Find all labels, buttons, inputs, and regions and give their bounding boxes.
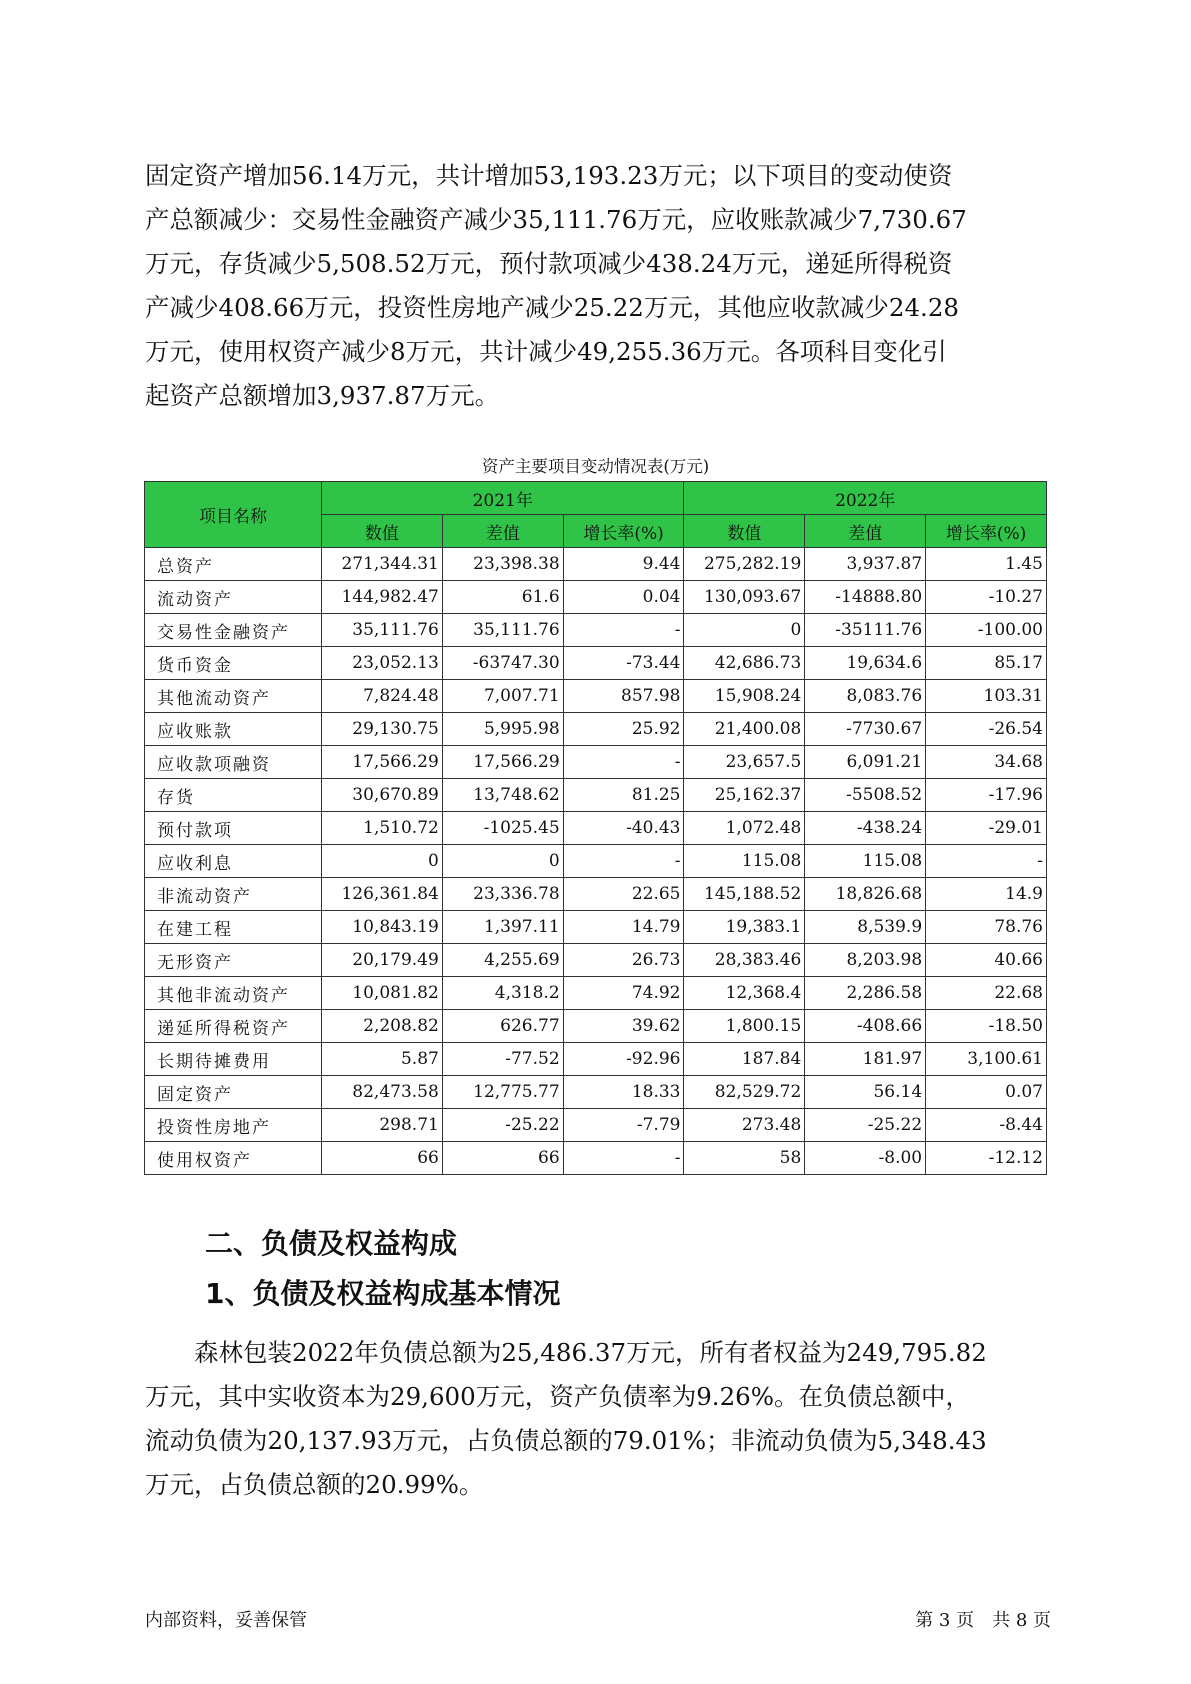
confidential-footer: 内部资料，妥善保管 xyxy=(145,1610,307,1631)
rate-2022: -26.54 xyxy=(926,713,1047,746)
paragraph-line: 产减少408.66万元，投资性房地产减少25.22万元，其他应收款减少24.28 xyxy=(145,293,960,322)
paragraph-line: 万元，其中实收资本为29,600万元，资产负债率为9.26%。在负债总额中， xyxy=(145,1382,971,1411)
rate-2021: -40.43 xyxy=(563,812,684,845)
rate-2022: 14.9 xyxy=(926,878,1047,911)
table-row xyxy=(145,845,1047,878)
header-rate-2021: 增长率(%) xyxy=(563,515,684,548)
rate-2021: -92.96 xyxy=(563,1043,684,1076)
row-item-name: 长期待摊费用 xyxy=(145,1043,322,1076)
rate-2022: - xyxy=(926,845,1047,878)
rate-2021: 14.79 xyxy=(563,911,684,944)
paragraph-line: 产总额减少：交易性金融资产减少35,111.76万元，应收账款减少7,730.67 xyxy=(145,205,967,234)
rate-2022: -17.96 xyxy=(926,779,1047,812)
value-2022: 115.08 xyxy=(684,845,805,878)
diff-2022: -25.22 xyxy=(805,1109,926,1142)
header-year-2022: 2022年 xyxy=(684,482,1047,515)
row-item-name: 投资性房地产 xyxy=(145,1109,322,1142)
value-2021: 271,344.31 xyxy=(322,548,443,581)
value-2022: 82,529.72 xyxy=(684,1076,805,1109)
header-value-2022: 数值 xyxy=(684,515,805,548)
diff-2022: 8,083.76 xyxy=(805,680,926,713)
diff-2022: 19,634.6 xyxy=(805,647,926,680)
rate-2021: -7.79 xyxy=(563,1109,684,1142)
value-2022: 145,188.52 xyxy=(684,878,805,911)
diff-2022: 2,286.58 xyxy=(805,977,926,1010)
header-year-2021: 2021年 xyxy=(322,482,684,515)
diff-2021: -63747.30 xyxy=(442,647,563,680)
diff-2022: 6,091.21 xyxy=(805,746,926,779)
diff-2021: 35,111.76 xyxy=(442,614,563,647)
header-rate-2022: 增长率(%) xyxy=(926,515,1047,548)
value-2022: 275,282.19 xyxy=(684,548,805,581)
rate-2021: 9.44 xyxy=(563,548,684,581)
rate-2021: 26.73 xyxy=(563,944,684,977)
diff-2022: 3,937.87 xyxy=(805,548,926,581)
diff-2022: -14888.80 xyxy=(805,581,926,614)
value-2021: 10,843.19 xyxy=(322,911,443,944)
value-2021: 82,473.58 xyxy=(322,1076,443,1109)
rate-2022: 78.76 xyxy=(926,911,1047,944)
value-2022: 130,093.67 xyxy=(684,581,805,614)
row-item-name: 存货 xyxy=(145,779,322,812)
paragraph-line: 万元，占负债总额的20.99%。 xyxy=(145,1470,484,1499)
rate-2021: 857.98 xyxy=(563,680,684,713)
value-2022: 15,908.24 xyxy=(684,680,805,713)
diff-2021: 13,748.62 xyxy=(442,779,563,812)
value-2022: 0 xyxy=(684,614,805,647)
diff-2021: 626.77 xyxy=(442,1010,563,1043)
row-item-name: 流动资产 xyxy=(145,581,322,614)
diff-2021: 23,336.78 xyxy=(442,878,563,911)
value-2021: 20,179.49 xyxy=(322,944,443,977)
value-2022: 12,368.4 xyxy=(684,977,805,1010)
rate-2022: 3,100.61 xyxy=(926,1043,1047,1076)
header-value-2021: 数值 xyxy=(322,515,443,548)
diff-2022: -408.66 xyxy=(805,1010,926,1043)
row-item-name: 预付款项 xyxy=(145,812,322,845)
value-2021: 23,052.13 xyxy=(322,647,443,680)
row-item-name: 递延所得税资产 xyxy=(145,1010,322,1043)
value-2021: 2,208.82 xyxy=(322,1010,443,1043)
value-2021: 0 xyxy=(322,845,443,878)
row-item-name: 其他非流动资产 xyxy=(145,977,322,1010)
diff-2022: 18,826.68 xyxy=(805,878,926,911)
value-2021: 30,670.89 xyxy=(322,779,443,812)
rate-2022: -29.01 xyxy=(926,812,1047,845)
diff-2021: 23,398.38 xyxy=(442,548,563,581)
intro-paragraph xyxy=(145,154,1051,418)
rate-2021: - xyxy=(563,614,684,647)
table-row xyxy=(145,1142,1047,1175)
paragraph-line: 万元，存货减少5,508.52万元，预付款项减少438.24万元，递延所得税资 xyxy=(145,249,953,278)
asset-change-table xyxy=(144,481,1047,1175)
value-2021: 5.87 xyxy=(322,1043,443,1076)
rate-2021: 22.65 xyxy=(563,878,684,911)
value-2022: 1,072.48 xyxy=(684,812,805,845)
rate-2022: 0.07 xyxy=(926,1076,1047,1109)
rate-2022: 103.31 xyxy=(926,680,1047,713)
row-item-name: 固定资产 xyxy=(145,1076,322,1109)
table-row xyxy=(145,779,1047,812)
header-diff-2021: 差值 xyxy=(442,515,563,548)
table-row xyxy=(145,680,1047,713)
rate-2022: -8.44 xyxy=(926,1109,1047,1142)
value-2021: 144,982.47 xyxy=(322,581,443,614)
value-2021: 298.71 xyxy=(322,1109,443,1142)
row-item-name: 使用权资产 xyxy=(145,1142,322,1175)
rate-2022: -100.00 xyxy=(926,614,1047,647)
diff-2021: 5,995.98 xyxy=(442,713,563,746)
value-2021: 66 xyxy=(322,1142,443,1175)
row-item-name: 其他流动资产 xyxy=(145,680,322,713)
table-row xyxy=(145,581,1047,614)
table-row xyxy=(145,647,1047,680)
value-2022: 28,383.46 xyxy=(684,944,805,977)
section-heading: 二、负债及权益构成 xyxy=(205,1227,458,1260)
rate-2021: 81.25 xyxy=(563,779,684,812)
value-2021: 35,111.76 xyxy=(322,614,443,647)
value-2022: 58 xyxy=(684,1142,805,1175)
rate-2021: - xyxy=(563,1142,684,1175)
row-item-name: 无形资产 xyxy=(145,944,322,977)
subsection-heading: 1、负债及权益构成基本情况 xyxy=(205,1277,561,1310)
rate-2022: -10.27 xyxy=(926,581,1047,614)
diff-2022: -438.24 xyxy=(805,812,926,845)
row-item-name: 交易性金融资产 xyxy=(145,614,322,647)
paragraph-line: 森林包装2022年负债总额为25,486.37万元，所有者权益为249,795.82 xyxy=(145,1338,987,1367)
table-row xyxy=(145,977,1047,1010)
diff-2021: 0 xyxy=(442,845,563,878)
row-item-name: 非流动资产 xyxy=(145,878,322,911)
rate-2021: 74.92 xyxy=(563,977,684,1010)
table-row xyxy=(145,944,1047,977)
value-2022: 1,800.15 xyxy=(684,1010,805,1043)
row-item-name: 应收利息 xyxy=(145,845,322,878)
diff-2022: 8,203.98 xyxy=(805,944,926,977)
value-2022: 21,400.08 xyxy=(684,713,805,746)
table-body xyxy=(145,548,1047,1175)
table-row xyxy=(145,1109,1047,1142)
row-item-name: 应收款项融资 xyxy=(145,746,322,779)
row-item-name: 在建工程 xyxy=(145,911,322,944)
paragraph-line: 流动负债为20,137.93万元，占负债总额的79.01%；非流动负债为5,348.43 xyxy=(145,1426,987,1455)
rate-2021: - xyxy=(563,746,684,779)
diff-2021: -25.22 xyxy=(442,1109,563,1142)
table-row xyxy=(145,548,1047,581)
table-row xyxy=(145,1010,1047,1043)
row-item-name: 总资产 xyxy=(145,548,322,581)
value-2021: 7,824.48 xyxy=(322,680,443,713)
table-row xyxy=(145,1076,1047,1109)
rate-2021: -73.44 xyxy=(563,647,684,680)
rate-2021: 18.33 xyxy=(563,1076,684,1109)
diff-2021: 61.6 xyxy=(442,581,563,614)
value-2022: 187.84 xyxy=(684,1043,805,1076)
diff-2021: 17,566.29 xyxy=(442,746,563,779)
value-2022: 19,383.1 xyxy=(684,911,805,944)
diff-2022: -5508.52 xyxy=(805,779,926,812)
diff-2021: 1,397.11 xyxy=(442,911,563,944)
value-2022: 273.48 xyxy=(684,1109,805,1142)
rate-2022: -12.12 xyxy=(926,1142,1047,1175)
row-item-name: 应收账款 xyxy=(145,713,322,746)
table-row xyxy=(145,911,1047,944)
diff-2022: 115.08 xyxy=(805,845,926,878)
paragraph-line: 起资产总额增加3,937.87万元。 xyxy=(145,381,500,410)
paragraph-line: 固定资产增加56.14万元，共计增加53,193.23万元；以下项目的变动使资 xyxy=(145,161,953,190)
diff-2021: 7,007.71 xyxy=(442,680,563,713)
diff-2021: 12,775.77 xyxy=(442,1076,563,1109)
rate-2022: 1.45 xyxy=(926,548,1047,581)
rate-2021: 0.04 xyxy=(563,581,684,614)
rate-2022: 85.17 xyxy=(926,647,1047,680)
header-diff-2022: 差值 xyxy=(805,515,926,548)
table-caption: 资产主要项目变动情况表(万元) xyxy=(481,457,710,476)
diff-2021: 66 xyxy=(442,1142,563,1175)
liability-paragraph xyxy=(145,1331,1051,1507)
table-row xyxy=(145,713,1047,746)
value-2022: 42,686.73 xyxy=(684,647,805,680)
table-row xyxy=(145,746,1047,779)
value-2022: 25,162.37 xyxy=(684,779,805,812)
diff-2022: -8.00 xyxy=(805,1142,926,1175)
table-row xyxy=(145,812,1047,845)
diff-2022: -7730.67 xyxy=(805,713,926,746)
rate-2021: 25.92 xyxy=(563,713,684,746)
diff-2022: 56.14 xyxy=(805,1076,926,1109)
row-item-name: 货币资金 xyxy=(145,647,322,680)
diff-2021: 4,318.2 xyxy=(442,977,563,1010)
diff-2022: 8,539.9 xyxy=(805,911,926,944)
rate-2022: 34.68 xyxy=(926,746,1047,779)
rate-2022: 40.66 xyxy=(926,944,1047,977)
header-item-name: 项目名称 xyxy=(145,482,322,548)
value-2021: 17,566.29 xyxy=(322,746,443,779)
table-row xyxy=(145,1043,1047,1076)
value-2021: 29,130.75 xyxy=(322,713,443,746)
table-row xyxy=(145,878,1047,911)
value-2021: 126,361.84 xyxy=(322,878,443,911)
diff-2021: -1025.45 xyxy=(442,812,563,845)
rate-2021: 39.62 xyxy=(563,1010,684,1043)
rate-2021: - xyxy=(563,845,684,878)
diff-2021: -77.52 xyxy=(442,1043,563,1076)
value-2021: 1,510.72 xyxy=(322,812,443,845)
diff-2021: 4,255.69 xyxy=(442,944,563,977)
value-2022: 23,657.5 xyxy=(684,746,805,779)
rate-2022: -18.50 xyxy=(926,1010,1047,1043)
table-row xyxy=(145,614,1047,647)
value-2021: 10,081.82 xyxy=(322,977,443,1010)
diff-2022: -35111.76 xyxy=(805,614,926,647)
paragraph-line: 万元，使用权资产减少8万元，共计减少49,255.36万元。各项科目变化引 xyxy=(145,337,947,366)
diff-2022: 181.97 xyxy=(805,1043,926,1076)
page-number: 第 3 页 共 8 页 xyxy=(915,1610,1051,1631)
rate-2022: 22.68 xyxy=(926,977,1047,1010)
